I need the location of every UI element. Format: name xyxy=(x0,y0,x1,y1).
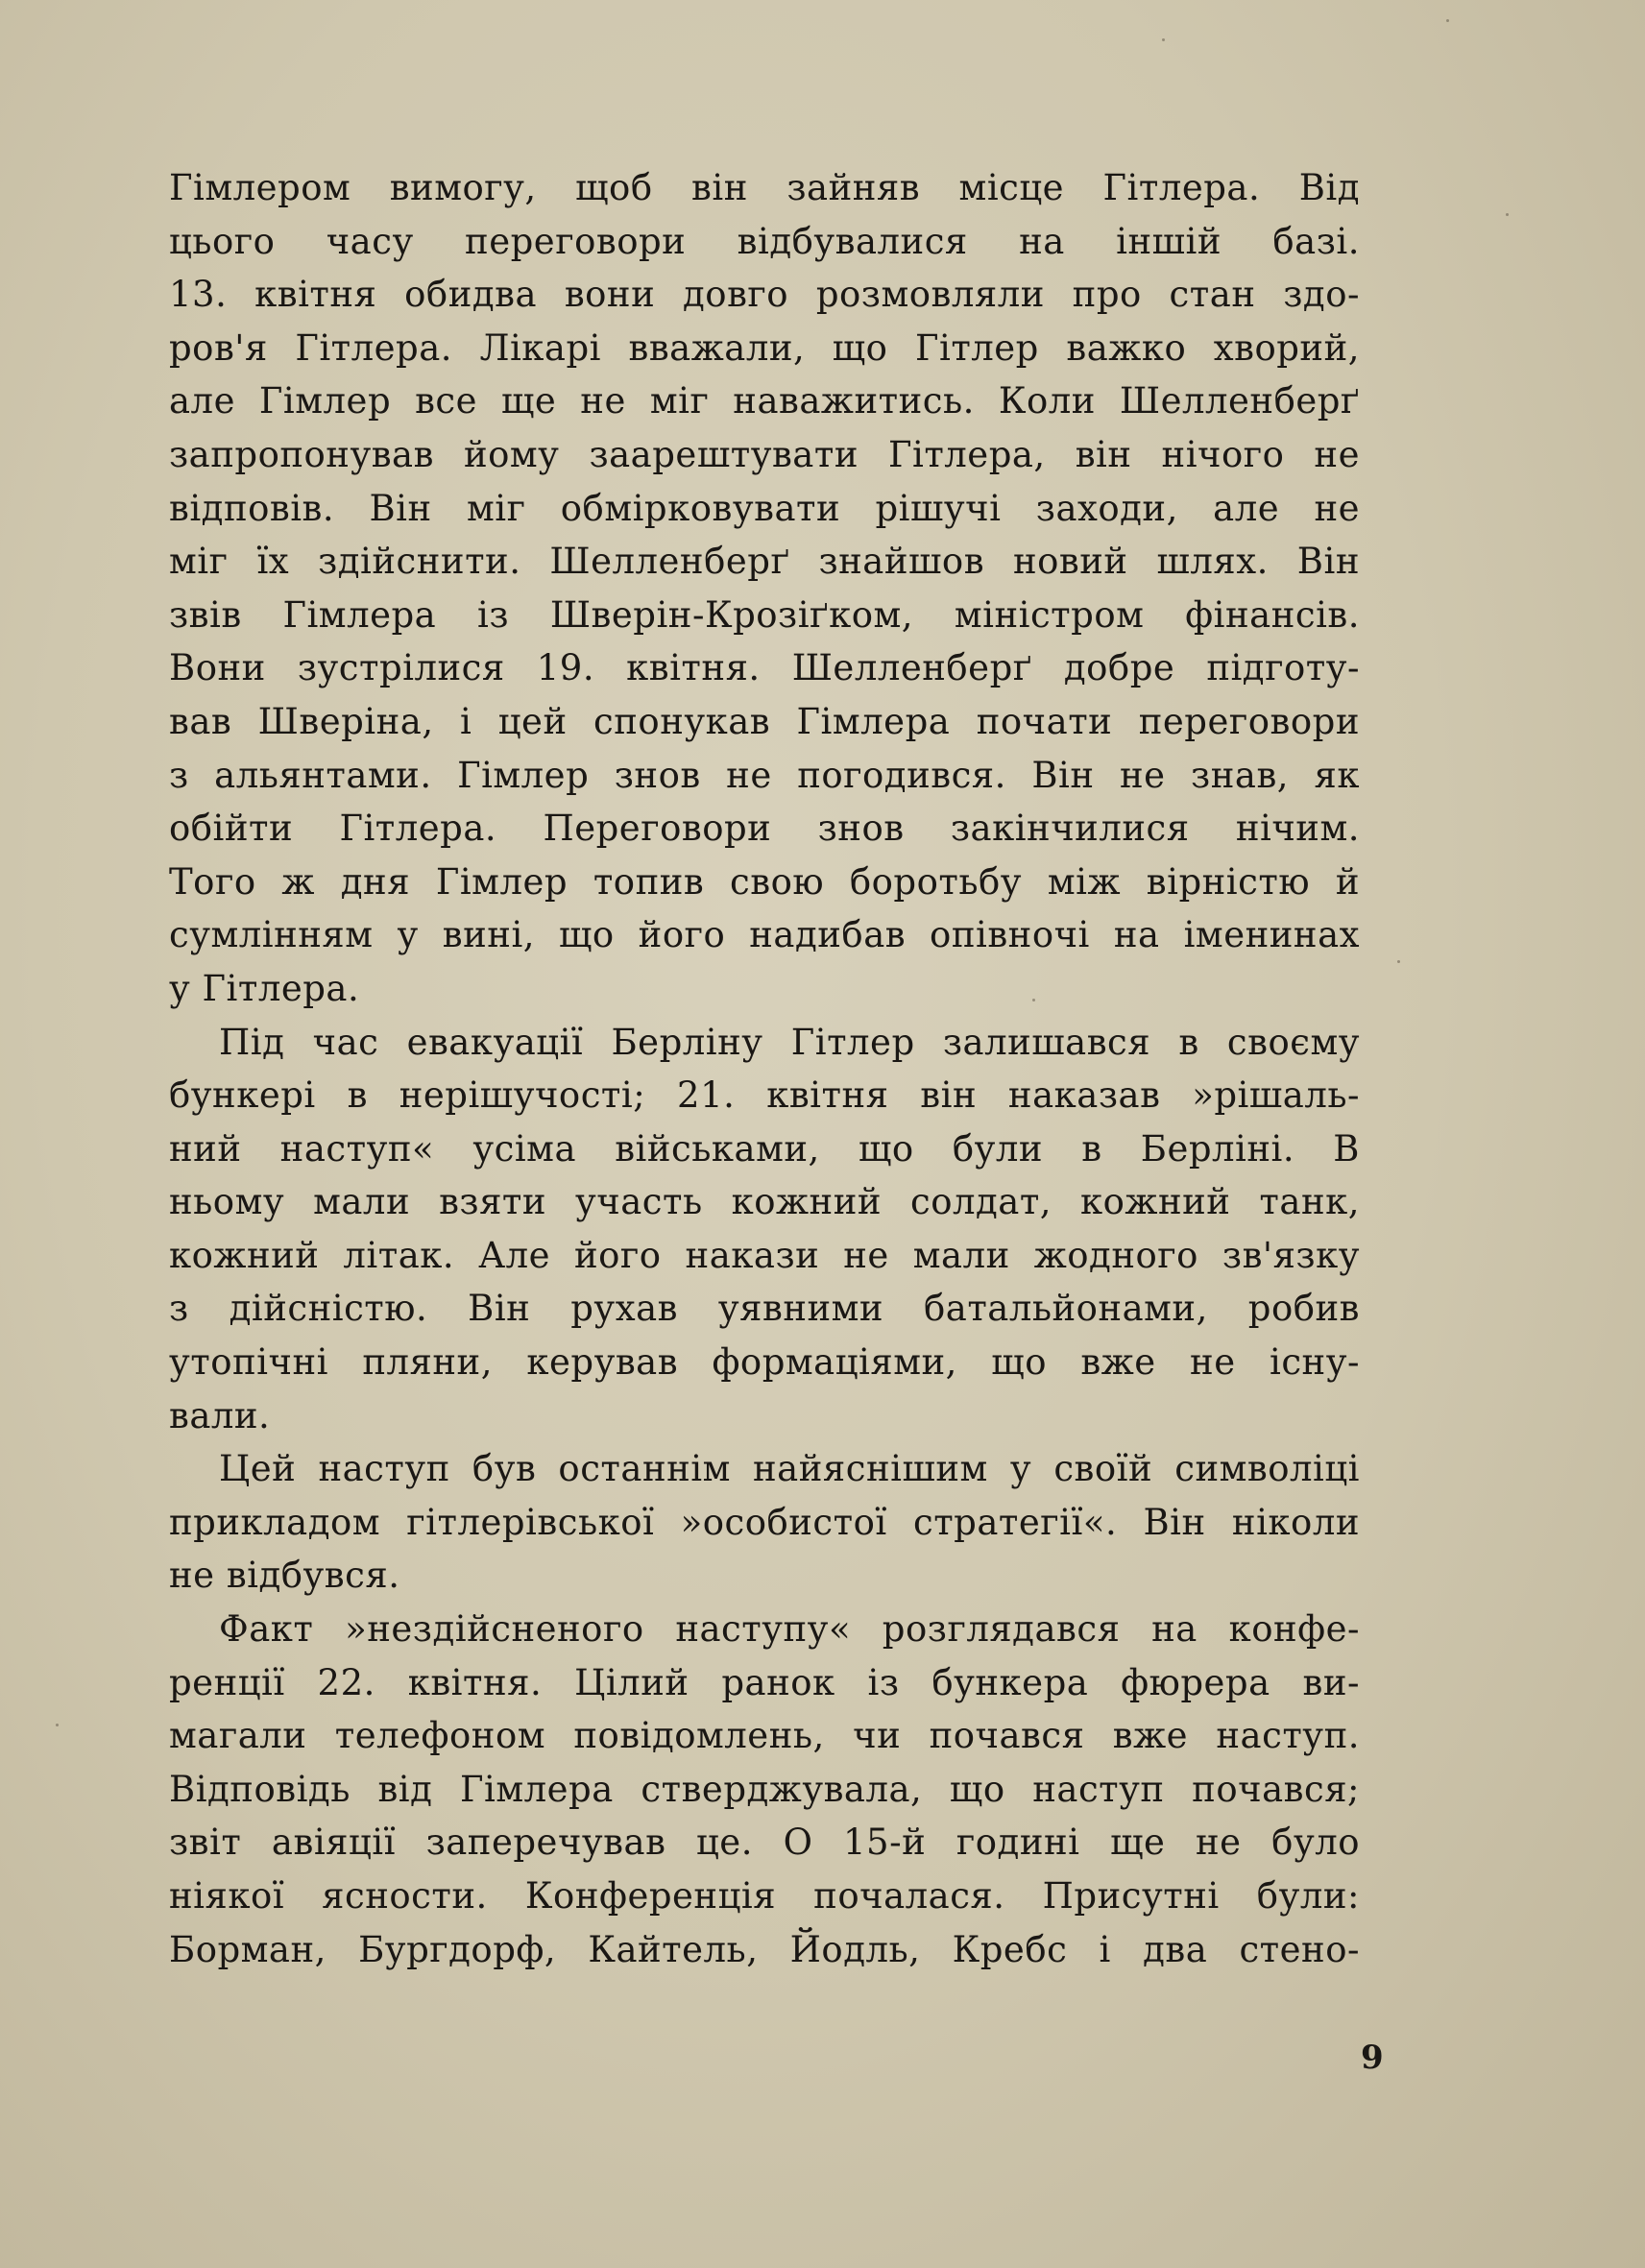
text-line: запропонував йому заарештувати Гітлера, він нічого не xyxy=(169,433,1360,475)
text-line: ний наступ« усіма військами, що були в Берліні. В xyxy=(169,1127,1360,1170)
text-line: не відбувся. xyxy=(169,1555,400,1597)
text-line: кожний літак. Але його накази не мали жодного зв'язку xyxy=(169,1234,1360,1276)
text-line: у Гітлера. xyxy=(169,967,360,1009)
text-line: бункері в нерішучості; 21. квітня він наказав »рішаль- xyxy=(169,1074,1360,1117)
paper-speck xyxy=(1506,213,1509,216)
text-line: Цей наступ був останнім найяснішим у своїй символіці xyxy=(219,1448,1360,1490)
text-line: звіт авіяції заперечував це. О 15-й годині ще не було xyxy=(169,1822,1360,1864)
text-line: магали телефоном повідомлень, чи почався вже наступ. xyxy=(169,1715,1360,1757)
text-line: 13. квітня обидва вони довго розмовляли про стан здо- xyxy=(169,274,1360,316)
paper-speck xyxy=(1446,19,1449,22)
text-line: Гімлером вимогу, щоб він зайняв місце Гітлера. Від xyxy=(169,167,1360,208)
text-line: Вони зустрілися 19. квітня. Шелленберґ добре підготу- xyxy=(169,647,1360,689)
text-line: сумлінням у вині, що його надибав опівночі на іменинах xyxy=(169,914,1360,956)
text-line: відповів. Він міг обмірковувати рішучі заходи, але не xyxy=(169,487,1360,529)
text-line: цього часу переговори відбувалися на іншій базі. xyxy=(169,220,1360,262)
paper-speck xyxy=(56,1724,59,1726)
text-line: утопічні пляни, керував формаціями, що вже не існу- xyxy=(169,1341,1360,1384)
text-line: обійти Гітлера. Переговори знов закінчилися нічим. xyxy=(169,808,1360,850)
text-line: ньому мали взяти участь кожний солдат, кожний танк, xyxy=(169,1181,1360,1223)
paper-speck xyxy=(1397,960,1400,963)
paper-speck xyxy=(1162,38,1165,41)
text-line: прикладом гітлерівської »особистої стратегії«. Він ніколи xyxy=(169,1501,1360,1543)
paragraph-1 xyxy=(169,161,1360,1016)
paragraph-2 xyxy=(169,1016,1360,1443)
text-line: ніякої ясности. Конференція почалася. Присутні були: xyxy=(169,1875,1360,1917)
text-line: ренції 22. квітня. Цілий ранок із бункера фюрера ви- xyxy=(169,1661,1360,1703)
text-line: але Гімлер все ще не міг наважитись. Коли Шелленберґ xyxy=(169,380,1360,422)
text-line: звів Гімлера із Шверін-Крозіґком, міністром фінансів. xyxy=(169,593,1360,636)
text-line: Під час евакуації Берліну Гітлер залишався в своєму xyxy=(219,1021,1360,1063)
text-line: вали. xyxy=(169,1394,271,1436)
text-line: з альянтами. Гімлер знов не погодився. Він не знав, як xyxy=(169,754,1360,796)
text-line: Того ж дня Гімлер топив свою боротьбу між вірністю й xyxy=(169,860,1360,903)
paragraph-4 xyxy=(169,1603,1360,1976)
text-line: Факт »нездійсненого наступу« розглядався на конфе- xyxy=(219,1608,1360,1651)
text-line: Відповідь від Гімлера стверджувала, що наступ почався; xyxy=(169,1768,1360,1810)
text-line: міг їх здійснити. Шелленберґ знайшов новий шлях. Він xyxy=(169,541,1360,583)
paragraph-3 xyxy=(169,1442,1360,1603)
text-line: ров'я Гітлера. Лікарі вважали, що Гітлер важко хворий, xyxy=(169,326,1360,369)
body-text xyxy=(169,161,1360,1976)
text-line: з дійсністю. Він рухав уявними батальйонами, робив xyxy=(169,1288,1360,1330)
text-line: Борман, Бургдорф, Кайтель, Йодль, Кребс і два стено- xyxy=(169,1928,1360,1970)
page-number: 9 xyxy=(1361,2039,1384,2077)
text-line: вав Шверіна, і цей спонукав Гімлера почати переговори xyxy=(169,700,1360,742)
